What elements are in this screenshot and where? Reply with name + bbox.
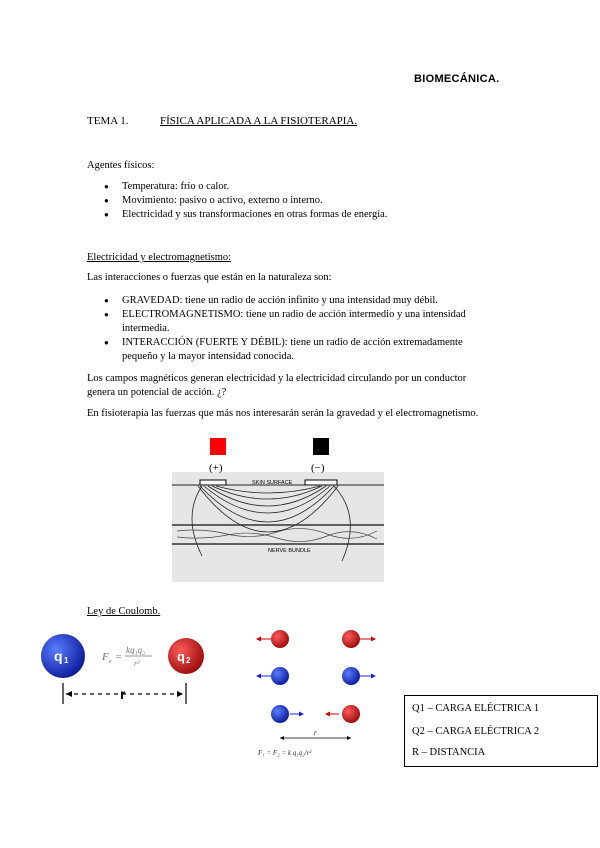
pair-attract [271, 705, 360, 723]
svg-text:=: = [115, 652, 122, 663]
electricidad-intro: Las interacciones o fuerzas que están en la naturaleza son: [87, 272, 332, 283]
negative-pad [305, 480, 337, 485]
plus-label: (+) [209, 462, 223, 474]
q1-label: q [54, 648, 63, 664]
coulomb-charges-figure [36, 626, 236, 718]
svg-text:F: F [102, 651, 109, 663]
tema-number: TEMA 1. [87, 115, 129, 127]
legend-box [404, 695, 598, 767]
list-item: ● ELECTROMAGNETISMO: tiene un radio de acción intermedio y una intensidad intermedia. [87, 308, 466, 336]
pair-repel-negative [256, 667, 376, 685]
legend-q1: Q1 – CARGA ELÉCTRICA 1 [412, 703, 540, 714]
agentes-list [87, 180, 387, 222]
legend-q2: Q2 – CARGA ELÉCTRICA 2 [412, 726, 540, 737]
q1-subscript: 1 [64, 656, 69, 665]
force-formula: F₁ = F₂ = k q₁q₂/r² [258, 749, 312, 757]
list-item: ● Temperatura: frío o calor. [87, 180, 387, 194]
agentes-heading: Agentes físicos: [87, 160, 155, 171]
svg-text:e: e [109, 659, 112, 665]
coulomb-formula [101, 645, 152, 668]
list-item: ● GRAVEDAD: tiene un radio de acción infinito y una intensidad muy débil. [87, 294, 466, 308]
coulomb-heading: Ley de Coulomb. [87, 606, 161, 617]
tema-heading [87, 115, 358, 127]
nerve-bundle-label: NERVE BUNDLE [268, 548, 311, 554]
svg-text:r²: r² [134, 659, 140, 668]
svg-text:kq₁q₂: kq₁q₂ [126, 645, 146, 655]
list-item: ● Electricidad y sus transformaciones en otras formas de energía. [87, 208, 387, 222]
electricidad-heading: Electricidad y electromagnetismo: [87, 252, 232, 263]
charge-q1 [41, 634, 85, 678]
distance-label: r [314, 729, 317, 737]
page-header-title: BIOMECÁNICA. [414, 73, 500, 85]
paragraph-campos: Los campos magnéticos generan electricidad y la electricidad circulando por un conductor genera un potencial de acción. ¿? [87, 373, 467, 398]
legend-r: R – DISTANCIA [412, 747, 486, 758]
positive-pad [200, 480, 226, 485]
list-item: ● Movimiento: pasivo o activo, externo o interno. [87, 194, 387, 208]
q2-subscript: 2 [186, 656, 191, 665]
figure-background [172, 472, 384, 582]
q2-label: q [177, 649, 185, 664]
minus-label: (−) [311, 462, 325, 474]
tema-title: FÍSICA APLICADA A LA FISIOTERAPIA. [160, 115, 358, 127]
positive-electrode-marker [210, 438, 226, 455]
negative-electrode-marker [313, 438, 329, 455]
fuerzas-list [87, 294, 466, 364]
skin-surface-label: SKIN SURFACE [252, 480, 293, 486]
pair-repel-positive [256, 630, 376, 648]
list-item: ● INTERACCIÓN (FUERTE Y DÉBIL): tiene un radio de acción extremadamente pequeño y la mayor intensidad conocida. [87, 336, 466, 364]
force-pairs-figure [250, 624, 400, 770]
electrode-field-figure [172, 436, 384, 582]
r-label: r [120, 686, 126, 702]
paragraph-fisioterapia: En fisioterapia las fuerzas que más nos interesarán serán la gravedad y el electromagnetismo. [87, 408, 479, 419]
